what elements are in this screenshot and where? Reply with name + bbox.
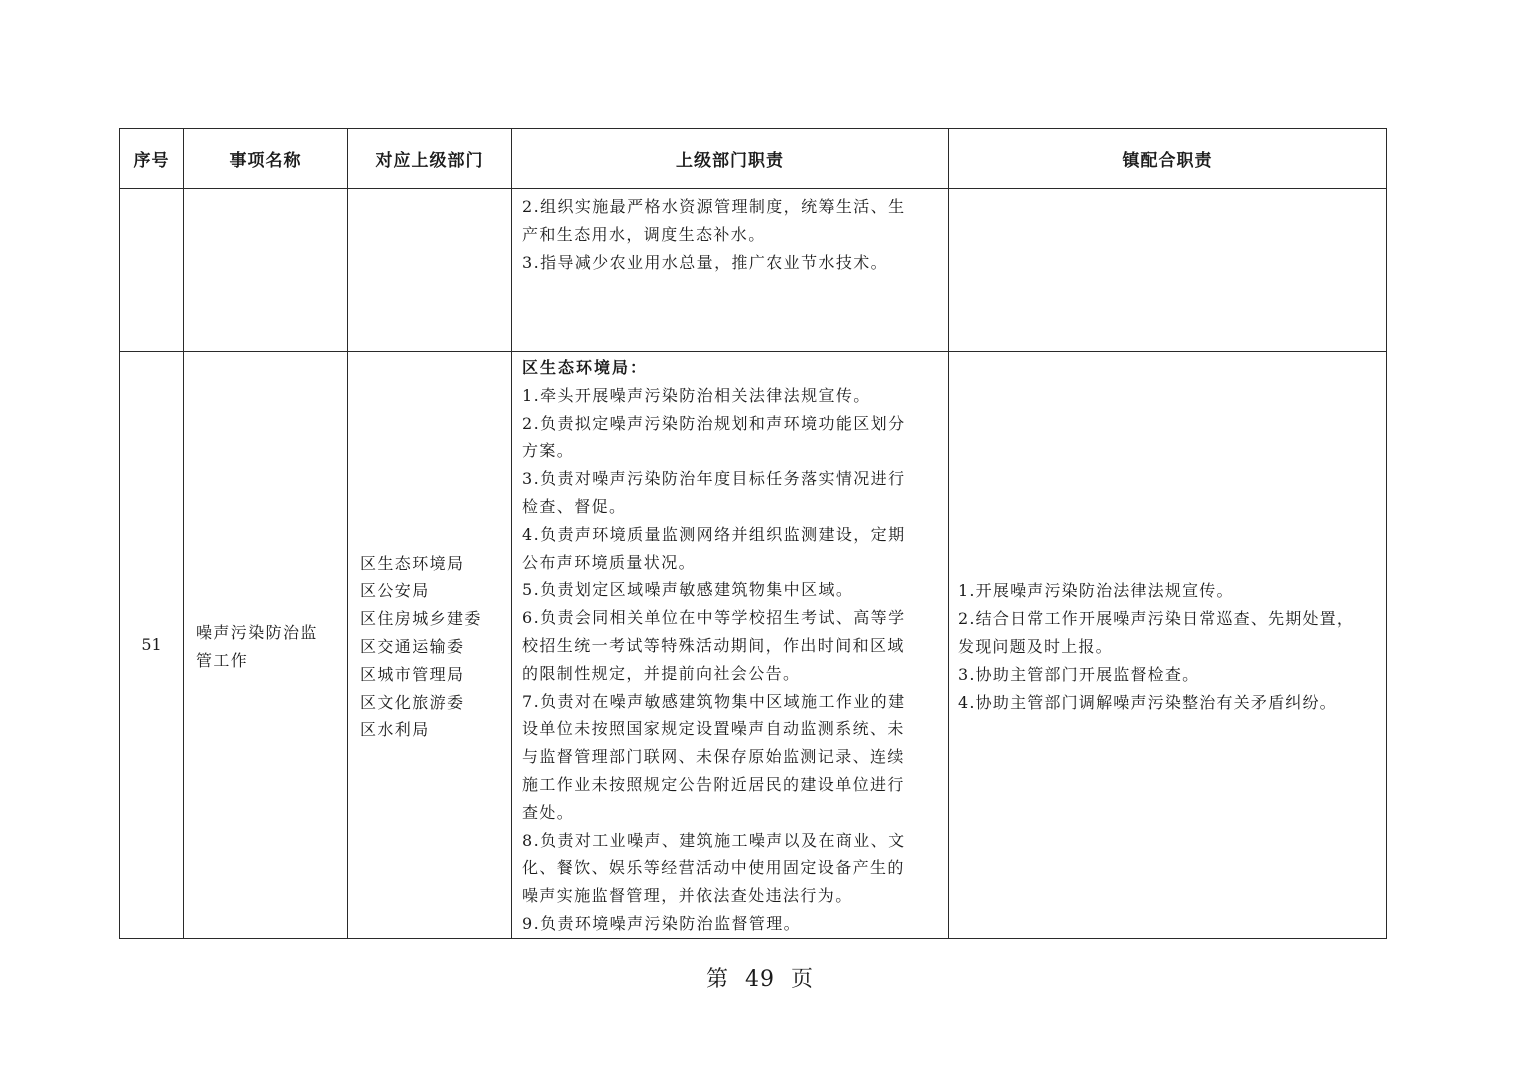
header-item-name: 事项名称 (184, 129, 348, 189)
duty-line: 设单位未按照国家规定设置噪声自动监测系统、未 (522, 719, 905, 739)
duty-line: 查处。 (522, 802, 575, 822)
cell-item-name (184, 352, 348, 939)
duty-line: 6.负责会同相关单位在中等学校招生考试、高等学 (522, 608, 906, 628)
department-item: 区交通运输委 (360, 636, 465, 656)
town-duty-line: 2.结合日常工作开展噪声污染日常巡查、先期处置， (958, 609, 1355, 629)
department-item: 区公安局 (360, 581, 430, 601)
duty-line: 2.负责拟定噪声污染防治规划和声环境功能区划分 (522, 413, 906, 433)
table-row-continued (120, 189, 1387, 352)
town-duty-line: 4.协助主管部门调解噪声污染整治有关矛盾纠纷。 (958, 692, 1337, 712)
item-name-line: 管工作 (196, 650, 249, 670)
cell-town-duties-empty (949, 189, 1387, 352)
cell-seq: 51 (120, 352, 184, 939)
duty-line: 检查、督促。 (522, 496, 627, 516)
duty-line: 4.负责声环境质量监测网络并组织监测建设，定期 (522, 524, 906, 544)
duty-line: 7.负责对在噪声敏感建筑物集中区域施工作业的建 (522, 691, 906, 711)
duty-line: 1.牵头开展噪声污染防治相关法律法规宣传。 (522, 385, 871, 405)
cell-seq-empty (120, 189, 184, 352)
duty-table (119, 128, 1387, 939)
duty-line: 5.负责划定区域噪声敏感建筑物集中区域。 (522, 580, 854, 600)
duty-line: 校招生统一考试等特殊活动期间，作出时间和区域 (522, 635, 905, 655)
header-upper-duties: 上级部门职责 (512, 129, 949, 189)
cell-dept-empty (348, 189, 512, 352)
department-item: 区文化旅游委 (360, 692, 465, 712)
duty-line: 公布声环境质量状况。 (522, 552, 697, 572)
header-seq: 序号 (120, 129, 184, 189)
cell-name-empty (184, 189, 348, 352)
town-duty-line: 3.协助主管部门开展监督检查。 (958, 664, 1200, 684)
duty-line: 施工作业未按照规定公告附近居民的建设单位进行 (522, 774, 905, 794)
duty-line: 3.负责对噪声污染防治年度目标任务落实情况进行 (522, 469, 906, 489)
duty-line: 化、餐饮、娱乐等经营活动中使用固定设备产生的 (522, 858, 905, 878)
duty-line: 9.负责环境噪声污染防治监督管理。 (522, 913, 802, 933)
duty-line: 2.组织实施最严格水资源管理制度，统筹生活、生 (522, 197, 906, 216)
cell-upper-duties (512, 352, 949, 939)
page-suffix: 页 (791, 967, 815, 992)
cell-departments (348, 352, 512, 939)
duty-line: 产和生态用水，调度生态补水。 (522, 224, 766, 244)
header-town-duties: 镇配合职责 (949, 129, 1387, 189)
duty-line: 8.负责对工业噪声、建筑施工噪声以及在商业、文 (522, 830, 906, 850)
duty-line: 方案。 (522, 441, 575, 461)
page-number: 49 (745, 967, 775, 992)
header-row (120, 129, 1387, 189)
town-duty-line: 1.开展噪声污染防治法律法规宣传。 (958, 581, 1234, 601)
cell-upper-duties-continued (512, 189, 949, 352)
duty-line: 与监督管理部门联网、未保存原始监测记录、连续 (522, 747, 905, 767)
duty-line: 噪声实施监督管理，并依法查处违法行为。 (522, 886, 853, 906)
duty-line: 的限制性规定，并提前向社会公告。 (522, 663, 801, 683)
department-item: 区城市管理局 (360, 664, 465, 684)
department-item: 区住房城乡建委 (360, 609, 482, 629)
town-duty-line: 发现问题及时上报。 (958, 636, 1113, 656)
upper-duties-heading: 区生态环境局： (522, 358, 649, 377)
department-item: 区生态环境局 (360, 553, 465, 573)
department-item: 区水利局 (360, 720, 430, 740)
header-upper-department: 对应上级部门 (348, 129, 512, 189)
page-prefix: 第 (705, 967, 729, 992)
table-row-51 (120, 352, 1387, 939)
page-footer (0, 962, 1520, 993)
duty-line: 3.指导减少农业用水总量，推广农业节水技术。 (522, 252, 889, 272)
cell-town-duties (949, 352, 1387, 939)
item-name-line: 噪声污染防治监 (196, 623, 318, 643)
